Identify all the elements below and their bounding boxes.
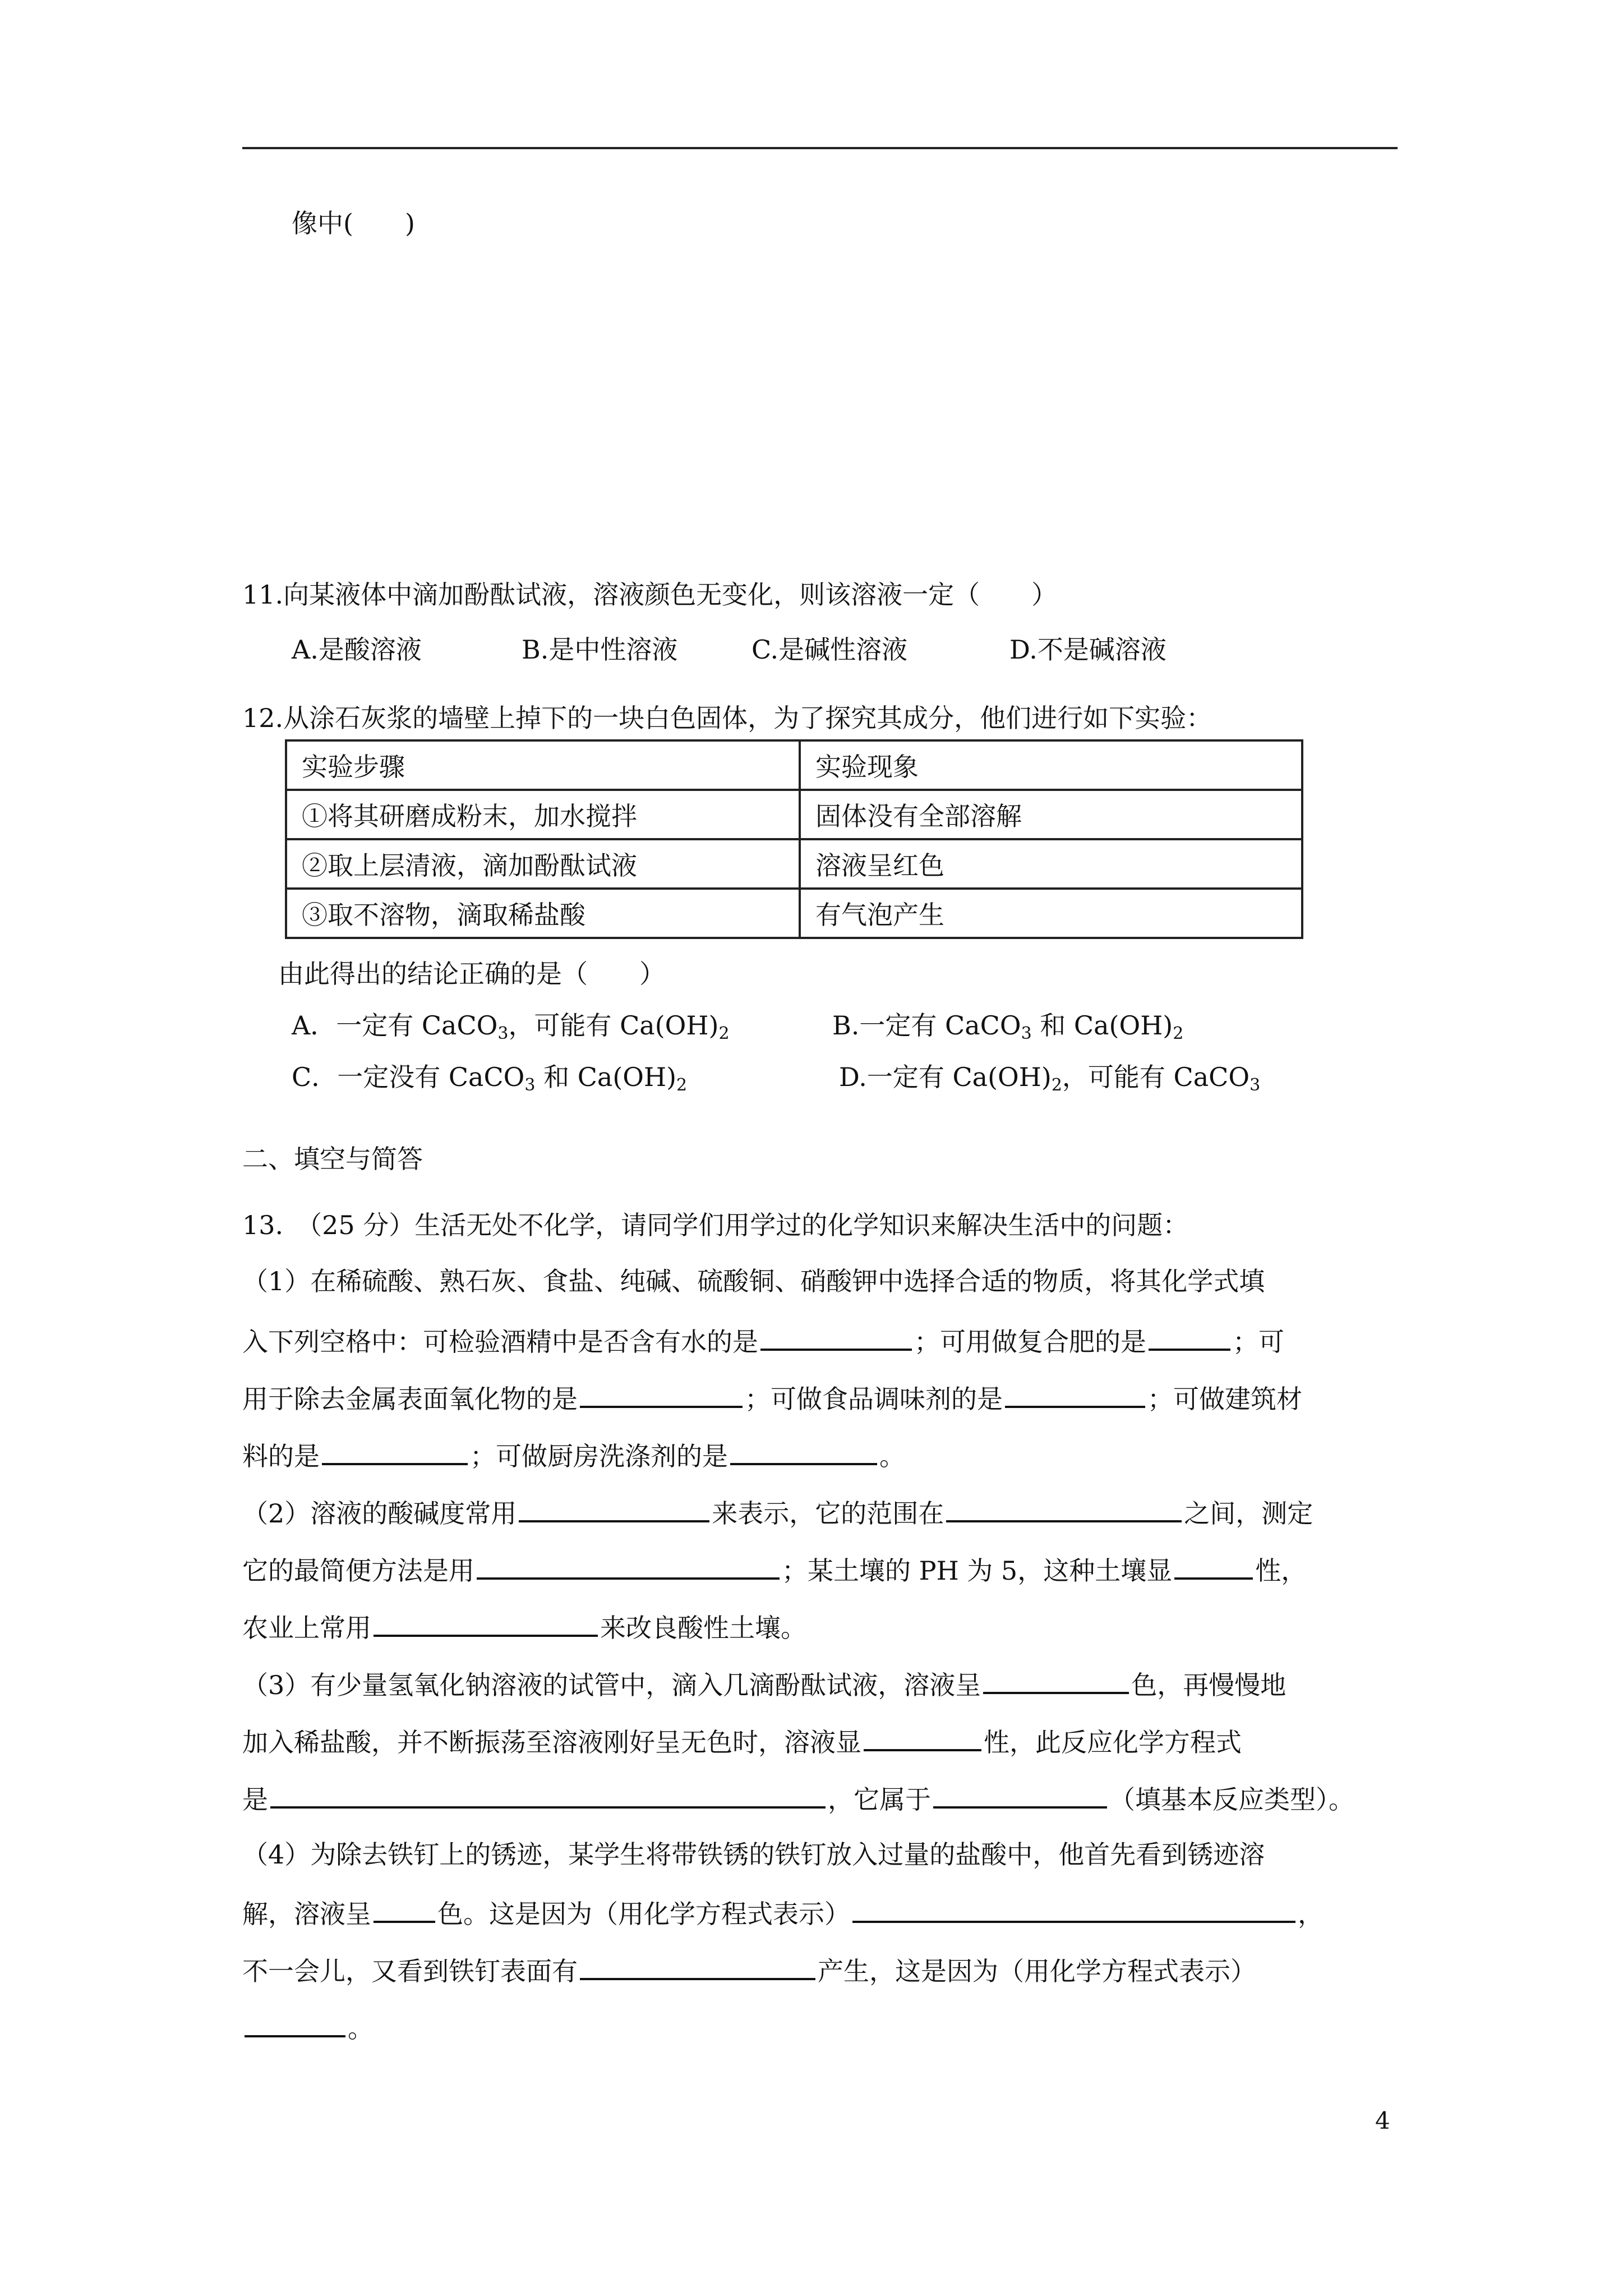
answer-blank[interactable]	[580, 1380, 743, 1408]
q13-stem: 13. （25 分）生活无处不化学，请同学们用学过的化学知识来解决生活中的问题：	[242, 1210, 1189, 1240]
table-header-row	[286, 740, 1302, 790]
answer-blank[interactable]	[852, 1895, 1295, 1923]
answer-blank[interactable]	[933, 1780, 1107, 1809]
answer-blank[interactable]	[760, 1323, 912, 1351]
q13-p1-line4: 料的是 ；可做厨房洗涤剂的是 。	[242, 1437, 905, 1473]
q11-option-a: A.是酸溶液	[292, 634, 422, 665]
q11-option-c: C.是碱性溶液	[751, 634, 908, 665]
table-row	[286, 839, 1302, 889]
header-rule	[242, 147, 1398, 149]
q13-p4-line2: 解，溶液呈 色。这是因为（用化学方程式表示） ，	[242, 1895, 1324, 1931]
table-cell: 溶液呈红色	[800, 839, 1302, 889]
section-heading: 二、填空与简答	[242, 1144, 423, 1174]
answer-blank[interactable]	[270, 1780, 826, 1809]
answer-blank[interactable]	[730, 1437, 877, 1465]
table-cell: 有气泡产生	[800, 889, 1302, 938]
answer-blank[interactable]	[245, 2009, 345, 2037]
q13-p1-line2: 入下列空格中：可检验酒精中是否含有水的是 ；可用做复合肥的是 ；可	[242, 1323, 1284, 1359]
answer-blank[interactable]	[374, 1895, 435, 1923]
answer-blank[interactable]	[374, 1609, 598, 1637]
q13-p4-line1: （4）为除去铁钉上的锈迹，某学生将带铁锈的铁钉放入过量的盐酸中，他首先看到锈迹溶	[242, 1839, 1265, 1870]
q13-p3-line1: （3）有少量氢氧化钠溶液的试管中，滴入几滴酚酞试液，溶液呈 色，再慢慢地	[242, 1666, 1286, 1702]
table-row	[286, 889, 1302, 938]
q13-p2-line3: 农业上常用 来改良酸性土壤。	[242, 1609, 806, 1645]
q13-p2-line1: （2）溶液的酸碱度常用 来表示，它的范围在 之间，测定	[242, 1494, 1313, 1530]
experiment-table	[285, 739, 1303, 939]
answer-blank[interactable]	[580, 1952, 815, 1980]
q13-p1-line1: （1）在稀硫酸、熟石灰、食盐、纯碱、硫酸铜、硝酸钾中选择合适的物质，将其化学式填	[242, 1266, 1265, 1296]
q12-option-a: A．一定有 CaCO$_3$，可能有 $Ca(OH)_2$	[292, 1010, 730, 1043]
table-cell: ①将其研磨成粉末，加水搅拌	[286, 790, 800, 839]
q12-option-d: D.一定有 $Ca(OH)_2$，可能有 CaCO$_3$	[839, 1062, 1261, 1095]
q13-p3-line2: 加入稀盐酸，并不断振荡至溶液刚好呈无色时，溶液显 性，此反应化学方程式	[242, 1723, 1242, 1759]
q11-option-b: B.是中性溶液	[522, 634, 678, 665]
answer-blank[interactable]	[477, 1552, 780, 1580]
answer-blank[interactable]	[322, 1437, 468, 1465]
q11-stem: 11.向某液体中滴加酚酞试液，溶液颜色无变化，则该溶液一定（ ）	[242, 579, 1058, 610]
q12-conclusion: 由此得出的结论正确的是（ ）	[278, 959, 665, 989]
table-header-cell: 实验现象	[800, 740, 1302, 790]
answer-blank[interactable]	[519, 1494, 709, 1522]
answer-blank[interactable]	[1149, 1323, 1230, 1351]
answer-blank[interactable]	[1005, 1380, 1145, 1408]
question-fragment: 像中( )	[292, 208, 415, 238]
q13-p1-line3: 用于除去金属表面氧化物的是 ；可做食品调味剂的是 ；可做建筑材	[242, 1380, 1302, 1416]
table-cell: ③取不溶物，滴取稀盐酸	[286, 889, 800, 938]
answer-blank[interactable]	[1174, 1552, 1253, 1580]
page-number: 4	[1375, 2107, 1390, 2134]
table-header-cell: 实验步骤	[286, 740, 800, 790]
q13-p2-line2: 它的最简便方法是用 ；某土壤的 PH 为 5，这种土壤显 性，	[242, 1552, 1307, 1588]
q12-option-c: C．一定没有 CaCO$_3$ 和 $Ca(OH)_2$	[292, 1062, 688, 1095]
table-cell: ②取上层清液，滴加酚酞试液	[286, 839, 800, 889]
table-cell: 固体没有全部溶解	[800, 790, 1302, 839]
q12-stem: 12.从涂石灰浆的墙壁上掉下的一块白色固体，为了探究其成分，他们进行如下实验：	[242, 703, 1212, 733]
q13-p3-line3: 是 ，它属于 （填基本反应类型）。	[242, 1780, 1354, 1816]
answer-blank[interactable]	[983, 1666, 1129, 1694]
answer-blank[interactable]	[946, 1494, 1182, 1522]
q11-option-d: D.不是碱溶液	[1009, 634, 1166, 665]
q13-p4-line3: 不一会儿，又看到铁钉表面有 产生，这是因为（用化学方程式表示）	[242, 1952, 1256, 1988]
answer-blank[interactable]	[864, 1723, 981, 1751]
q13-p4-line4: 。	[242, 2009, 374, 2045]
q12-option-b: B.一定有 CaCO$_3$ 和 $Ca(OH)_2$	[832, 1010, 1184, 1043]
table-row	[286, 790, 1302, 839]
